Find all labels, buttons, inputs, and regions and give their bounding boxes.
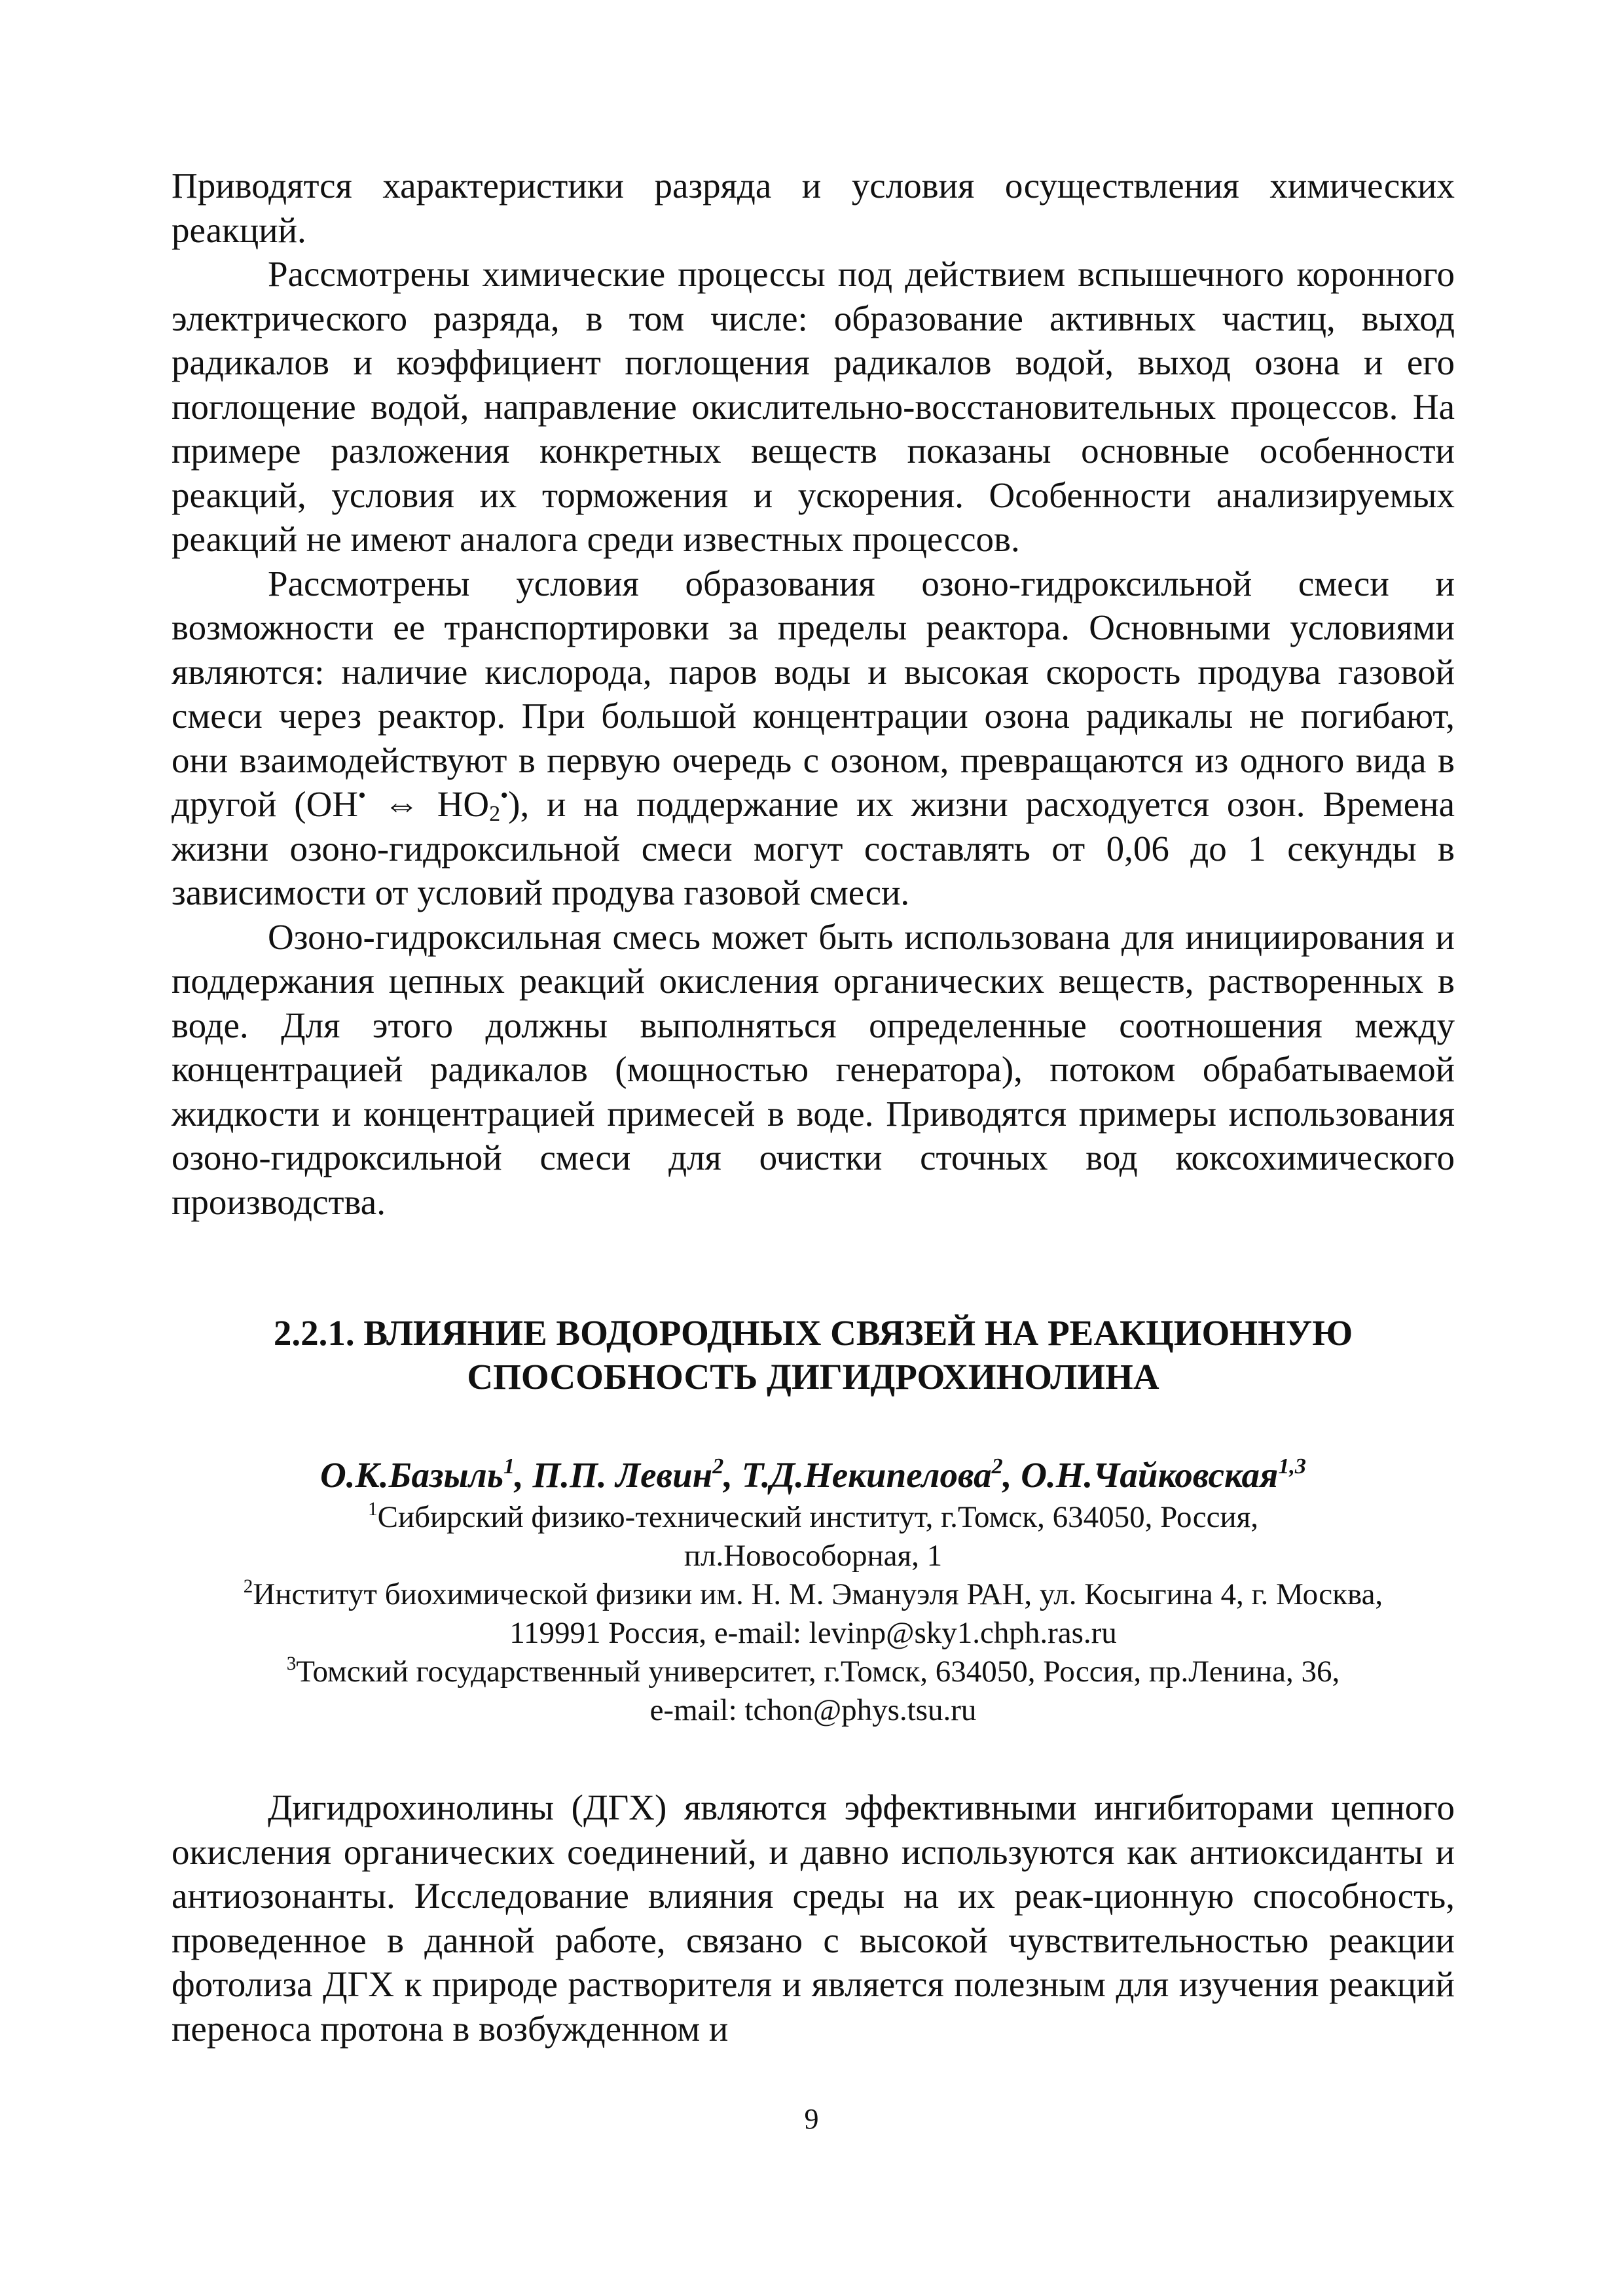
page-number: 9 bbox=[804, 2103, 819, 2135]
affiliation-3-line-2: e-mail: tchon@phys.tsu.ru bbox=[649, 1693, 977, 1727]
affiliation-mark: 2 bbox=[243, 1575, 253, 1597]
author-affiliation-mark: 2 bbox=[991, 1454, 1003, 1479]
paragraph-4: Озоно-гидроксильная смесь может быть использована для инициирования и поддержания цепных реакций окисления органических веществ, растворенных в воде. Для этого должны выполняться определенные соотношения между концентрацией радикалов (мощностью генератора), потоком обрабатываемой жидкости и концентрацией примесей в воде. Приводятся примеры использования озоно-гидроксильной смеси для очистки сточных вод коксохимического производства. bbox=[172, 916, 1455, 1222]
section-title-line-1: 2.2.1. ВЛИЯНИЕ ВОДОРОДНЫХ СВЯЗЕЙ НА РЕАКЦИОННУЮ bbox=[273, 1313, 1353, 1353]
paragraph-3-text-b: ), и на поддержание их жизни расходуется озон. Времена жизни озоно-гидроксильной смеси могут составлять от 0,06 до 1 секунды в зависимости от условий продува газовой смеси. bbox=[172, 784, 1455, 912]
author-name: О.К.Базыль bbox=[320, 1455, 503, 1495]
affiliation-2-line-1 bbox=[172, 1575, 1455, 1614]
section-title-line-2: СПОСОБНОСТЬ ДИГИДРОХИНОЛИНА bbox=[467, 1357, 1159, 1397]
author-name: Т.Д.Некипелова bbox=[741, 1455, 992, 1495]
affiliations bbox=[172, 1498, 1455, 1730]
author-list bbox=[172, 1453, 1455, 1497]
author-separator: , bbox=[1002, 1455, 1021, 1495]
subscript-2: 2 bbox=[489, 801, 501, 826]
paragraph-2: Рассмотрены химические процессы под действием вспышечного коронного электрического разряда, в том числе: образование активных частиц, выход радикалов и коэффициент поглощения радикалов водой, выход озона и его поглощение водой, направление окислительно-восстановительных процессов. На примере разложения конкретных веществ показаны основные особенности реакций, условия их торможения и ускорения. Особенности анализируемых реакций не имеют аналога среди известных процессов. bbox=[172, 254, 1455, 559]
author-affiliation-mark: 2 bbox=[712, 1454, 724, 1479]
author-separator: , bbox=[723, 1455, 742, 1495]
affiliation-1-line-1 bbox=[172, 1498, 1455, 1537]
author-affiliation-mark: 1 bbox=[503, 1454, 515, 1479]
equilibrium-arrow: ⇔ bbox=[365, 784, 437, 824]
page-body bbox=[172, 164, 1455, 2051]
affiliation-text: Сибирский физико-технический институт, г.Томск, 634050, Россия, bbox=[377, 1500, 1258, 1534]
affiliation-text: Томский государственный университет, г.Томск, 634050, Россия, пр.Ленина, 36, bbox=[296, 1655, 1340, 1689]
affiliation-mark: 3 bbox=[286, 1653, 297, 1674]
radical-dot: • bbox=[500, 783, 509, 808]
affiliation-mark: 1 bbox=[368, 1498, 378, 1520]
section-title bbox=[172, 1311, 1455, 1399]
affiliation-1-line-2: пл.Новособорная, 1 bbox=[684, 1539, 943, 1573]
affiliation-text: Институт биохимической физики им. Н. М. Эмануэля РАН, ул. Косыгина 4, г. Москва, bbox=[253, 1577, 1383, 1611]
author-name: О.Н.Чайковская bbox=[1021, 1455, 1279, 1495]
abstract-paragraph: Дигидрохинолины (ДГХ) являются эффективными ингибиторами цепного окисления органических соединений, и давно используются как антиоксиданты и антиозонанты. Исследование влияния среды на их реак-ционную способность, проведенное в данной работе, связано с высокой чувствительностью реакции фотолиза ДГХ к природе растворителя и является полезным для изучения реакций переноса протона в возбужденном и bbox=[172, 1787, 1455, 2049]
paragraph-3-text-a: Рассмотрены условия образования озоно-гидроксильной смеси и возможности ее транспортировки за пределы реактора. Основными условиями являются: наличие кислорода, паров воды и высокая скорость продува газовой смеси через реактор. При большой концентрации озона радикалы не погибают, они взаимодействуют в первую очередь с озоном, превращаются из одного вида в другой ( bbox=[172, 563, 1455, 824]
radical-dot: • bbox=[358, 783, 366, 808]
affiliation-3-line-1 bbox=[172, 1653, 1455, 1691]
paragraph-1: Приводятся характеристики разряда и условия осуществления химических реакций. bbox=[172, 166, 1455, 250]
affiliation-2-line-2: 119991 Россия, e-mail: levinp@sky1.chph.ras.ru bbox=[509, 1616, 1117, 1650]
formula-ho2: HO bbox=[437, 784, 490, 824]
author-affiliation-mark: 1,3 bbox=[1278, 1454, 1306, 1479]
paragraph-3 bbox=[172, 562, 1455, 915]
formula-oh: OH bbox=[306, 784, 359, 824]
author-separator: , bbox=[515, 1455, 533, 1495]
author-name: П.П. Левин bbox=[532, 1455, 713, 1495]
